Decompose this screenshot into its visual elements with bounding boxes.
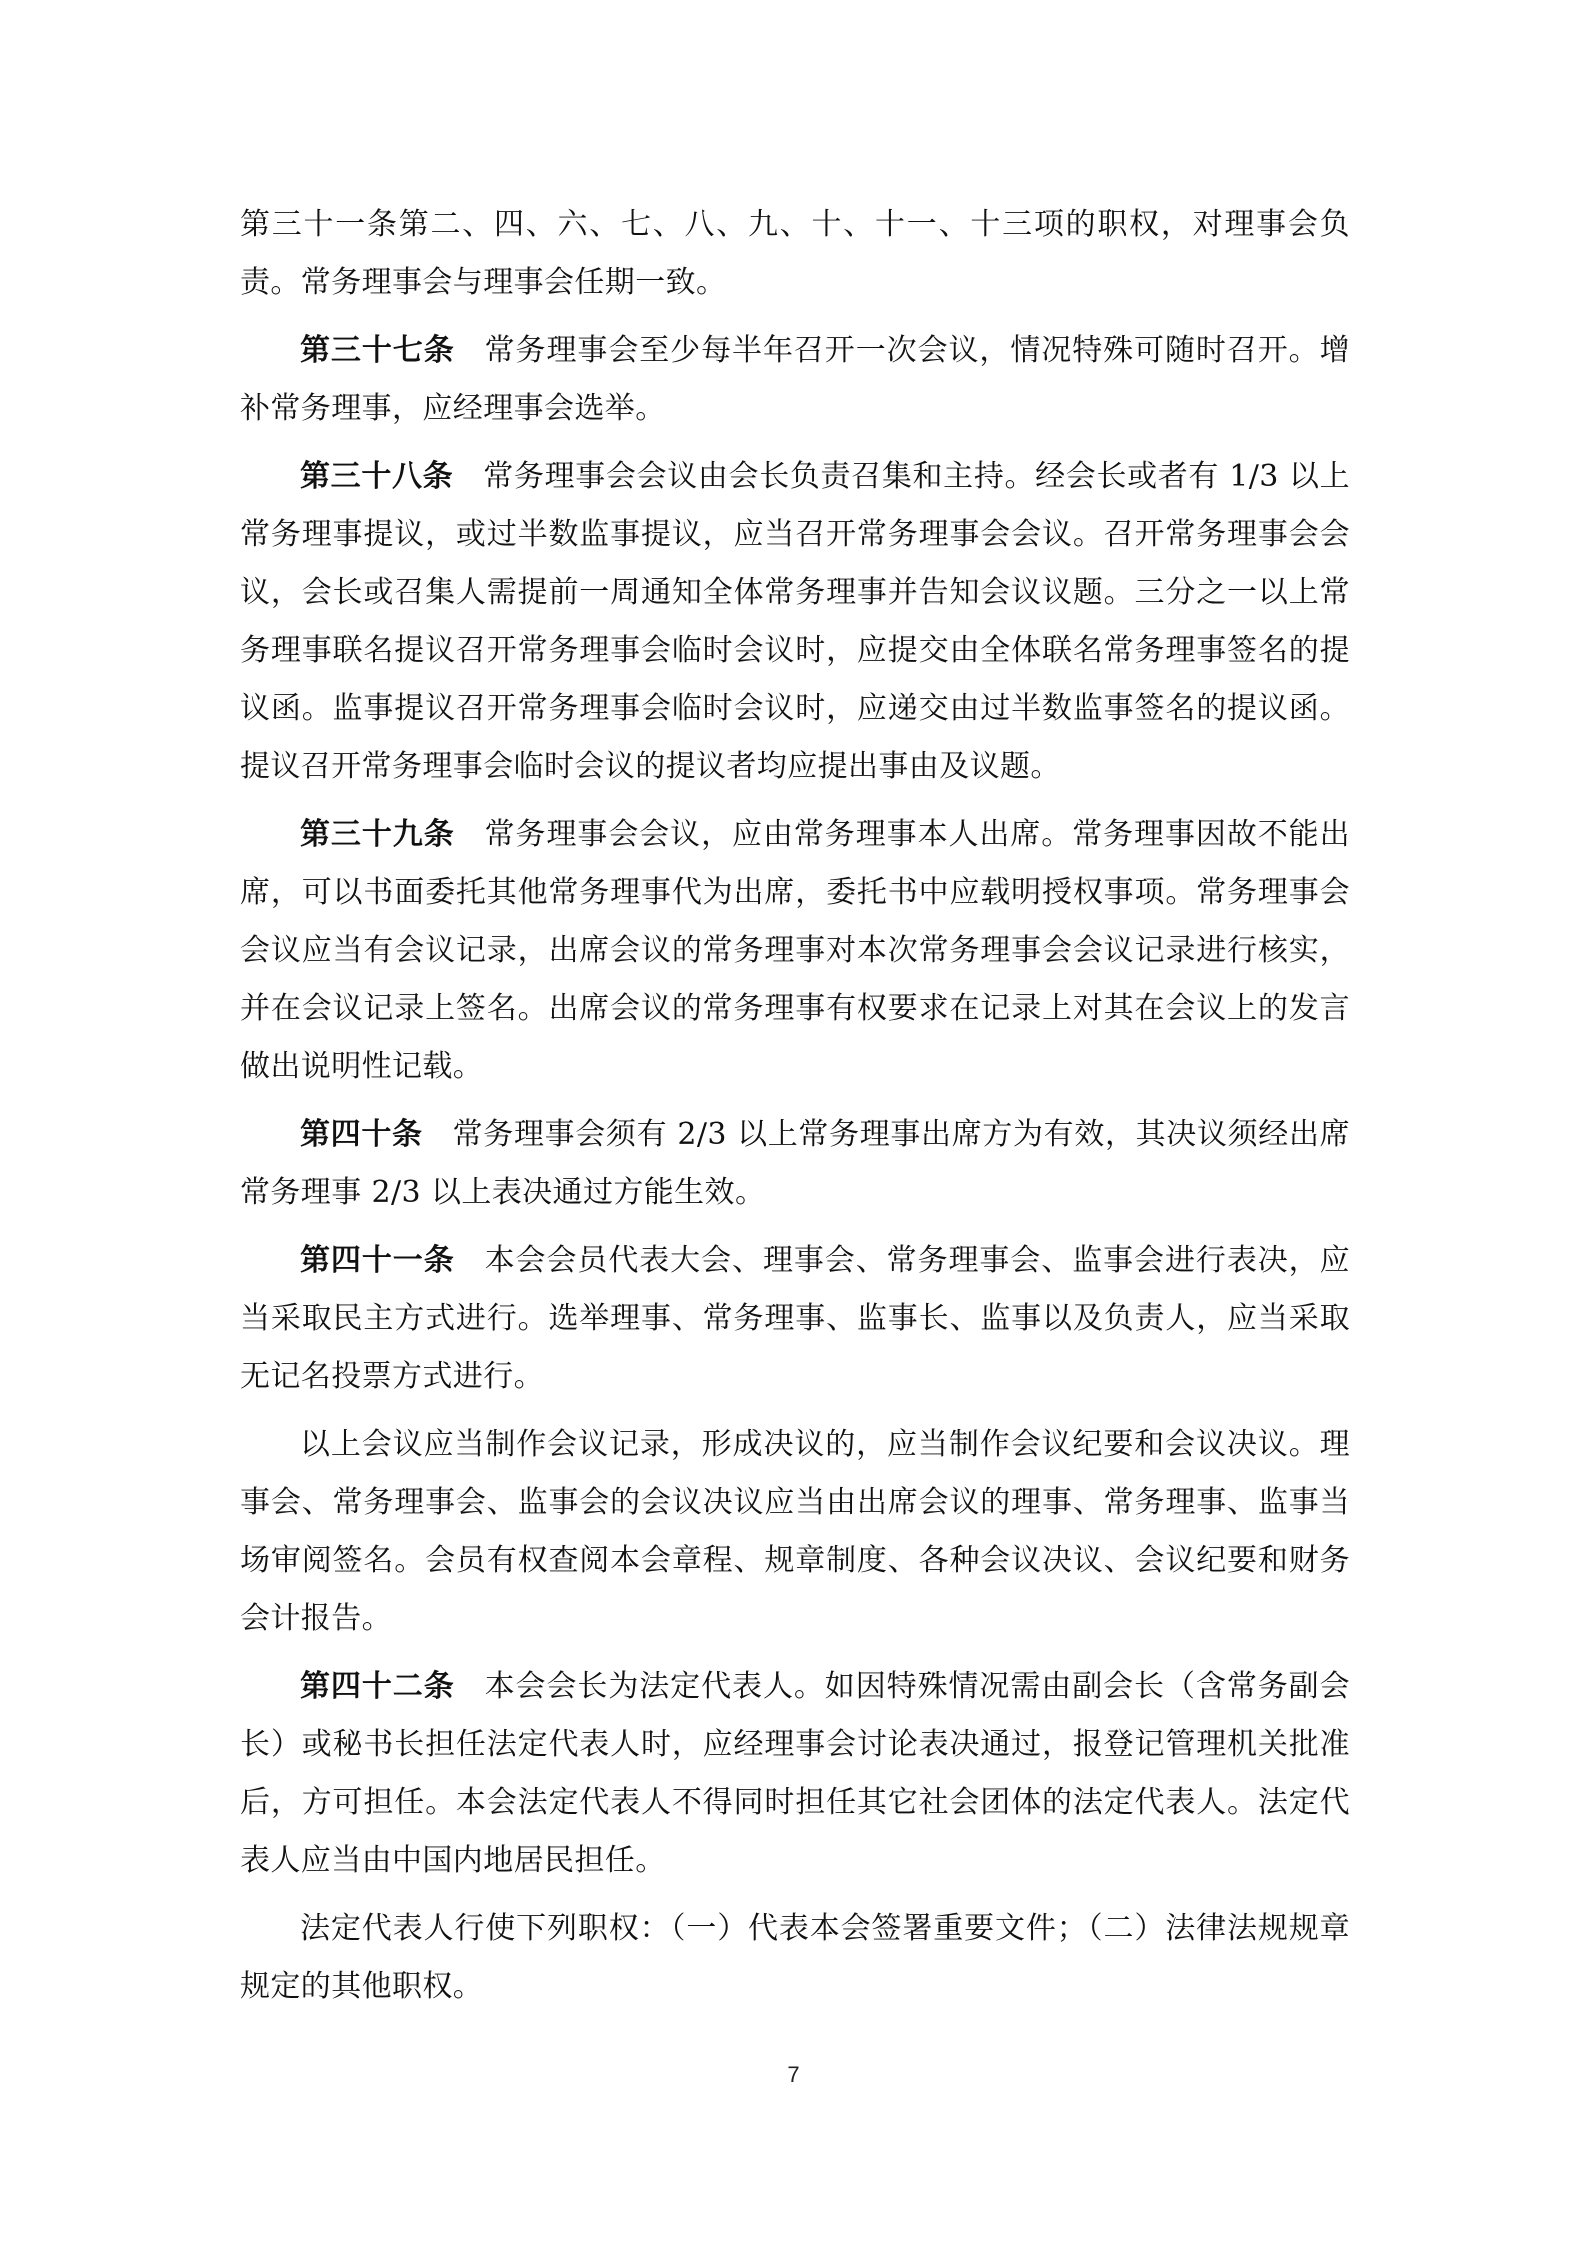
- article-number: 第三十九条: [300, 817, 455, 852]
- article-number: 第四十一条: [300, 1243, 455, 1278]
- paragraph-text: 本会会长为法定代表人。如因特殊情况需由副会长（含常务副会长）或秘书长担任法定代表人时，应经理事会讨论表决通过，报登记管理机关批准后，方可担任。本会法定代表人不得同时担任其它社会团体的法定代表人。法定代表人应当由中国内地居民担任。: [240, 1669, 1350, 1878]
- paragraph-text: 本会会员代表大会、理事会、常务理事会、监事会进行表决，应当采取民主方式进行。选举理事、常务理事、监事长、监事以及负责人，应当采取无记名投票方式进行。: [240, 1243, 1350, 1394]
- paragraph-text: 常务理事会须有 2/3 以上常务理事出席方为有效，其决议须经出席常务理事 2/3 以上表决通过方能生效。: [240, 1117, 1350, 1210]
- article-number: 第四十二条: [300, 1669, 455, 1704]
- article-38: [240, 448, 1350, 796]
- paragraph-text: 常务理事会会议由会长负责召集和主持。经会长或者有 1/3 以上常务理事提议，或过半数监事提议，应当召开常务理事会会议。召开常务理事会会议，会长或召集人需提前一周通知全体常务理事并告知会议议题。三分之一以上常务理事联名提议召开常务理事会临时会议时，应提交由全体联名常务理事签名的提议函。监事提议召开常务理事会临时会议时，应递交由过半数监事签名的提议函。提议召开常务理事会临时会议的提议者均应提出事由及议题。: [240, 459, 1350, 784]
- article-37: [240, 322, 1350, 438]
- paragraph-text: 以上会议应当制作会议记录，形成决议的，应当制作会议纪要和会议决议。理事会、常务理事会、监事会的会议决议应当由出席会议的理事、常务理事、监事当场审阅签名。会员有权查阅本会章程、规章制度、各种会议决议、会议纪要和财务会计报告。: [240, 1427, 1350, 1636]
- article-41-paragraph-2: [240, 1416, 1350, 1648]
- paragraph-text: 常务理事会至少每半年召开一次会议，情况特殊可随时召开。增补常务理事，应经理事会选举。: [240, 333, 1350, 426]
- article-number: 第三十八条: [300, 459, 454, 494]
- paragraph-text: 第三十一条第二、四、六、七、八、九、十、十一、十三项的职权，对理事会负责。常务理事会与理事会任期一致。: [240, 207, 1350, 300]
- paragraph-continuation: [240, 196, 1350, 312]
- article-number: 第四十条: [300, 1117, 423, 1152]
- paragraph-text: 法定代表人行使下列职权：（一）代表本会签署重要文件；（二）法律法规规章规定的其他职权。: [240, 1911, 1350, 2004]
- article-40: [240, 1106, 1350, 1222]
- article-41: [240, 1232, 1350, 1406]
- document-page: [240, 196, 1350, 2026]
- article-39: [240, 806, 1350, 1096]
- article-42-paragraph-2: [240, 1900, 1350, 2016]
- paragraph-text: 常务理事会会议，应由常务理事本人出席。常务理事因故不能出席，可以书面委托其他常务理事代为出席，委托书中应载明授权事项。常务理事会会议应当有会议记录，出席会议的常务理事对本次常务理事会会议记录进行核实，并在会议记录上签名。出席会议的常务理事有权要求在记录上对其在会议上的发言做出说明性记载。: [240, 817, 1350, 1084]
- page-number: 7: [787, 2062, 800, 2087]
- article-42: [240, 1658, 1350, 1890]
- article-number: 第三十七条: [300, 333, 455, 368]
